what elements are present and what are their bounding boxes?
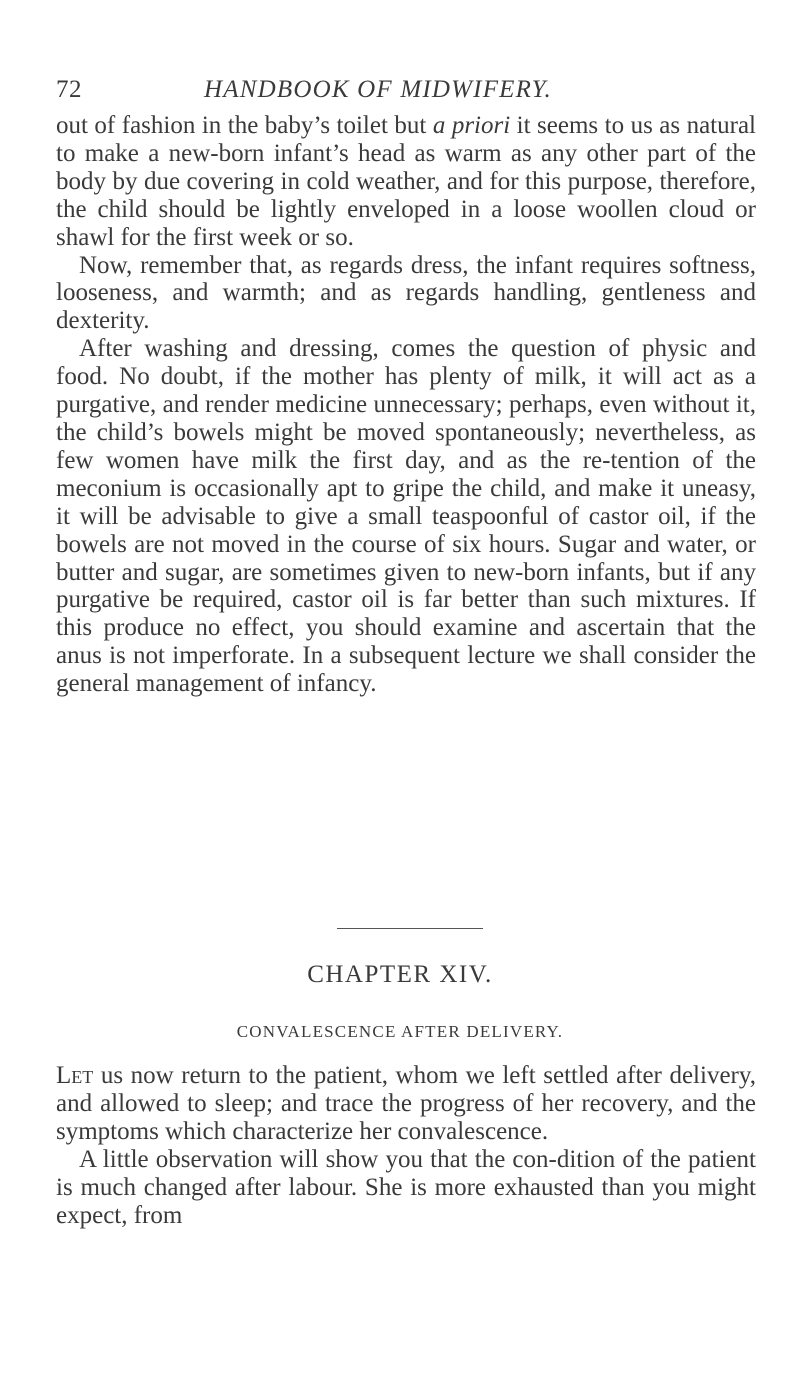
section-divider (337, 928, 483, 929)
small-caps-lead-word: Let (56, 1062, 94, 1089)
text-block-infant-care (56, 112, 756, 698)
paragraph (56, 1062, 756, 1146)
text-run: it seems to us as natural to make a new-born infant’s head as warm as any other part of the body by due covering in cold weather, and for this purpose, therefore, the child should be lightly enveloped in a loose woollen cloud or shawl for the first week or so. (56, 112, 756, 251)
running-head (56, 76, 756, 110)
text-run: out of fashion in the baby’s toilet but (56, 112, 433, 139)
text-run: us now return to the patient, whom we left settled after delivery, and allowed to sleep; and trace the progress of her recovery, and the symptoms which characterize her convalescence. (56, 1062, 756, 1145)
paragraph (56, 112, 756, 252)
italic-phrase: a priori (432, 112, 511, 139)
paragraph: A little observation will show you that the con-dition of the patient is much changed after labour. She is more exhausted than you might expect, from (56, 1145, 756, 1229)
running-title: HANDBOOK OF MIDWIFERY. (204, 76, 552, 103)
page-number: 72 (56, 76, 82, 103)
chapter-subtitle: CONVALESCENCE AFTER DELIVERY. (236, 1022, 564, 1041)
paragraph: Now, remember that, as regards dress, the infant requires softness, looseness, and warmth; and as regards handling, gentleness and dexterity. (56, 251, 756, 335)
chapter-heading: CHAPTER XIV. (307, 961, 493, 988)
paragraph: After washing and dressing, comes the question of physic and food. No doubt, if the mother has plenty of milk, it will act as a purgative, and render medicine unnecessary; perhaps, even without it, the child’s bowels might be moved spontaneously; nevertheless, as few women have milk the first day, and as the re-tention of the meconium is occasionally apt to gripe the child, and make it uneasy, it will be advisable to give a small teaspoonful of castor oil, if the bowels are not moved in the course of six hours. Sugar and water, or butter and sugar, are sometimes given to new-born infants, but if any purgative be required, castor oil is far better than such mixtures. If this produce no effect, you should examine and ascertain that the anus is not imperforate. In a subsequent lecture we shall consider the general management of infancy. (56, 335, 756, 698)
text-block-convalescence (56, 1062, 756, 1229)
